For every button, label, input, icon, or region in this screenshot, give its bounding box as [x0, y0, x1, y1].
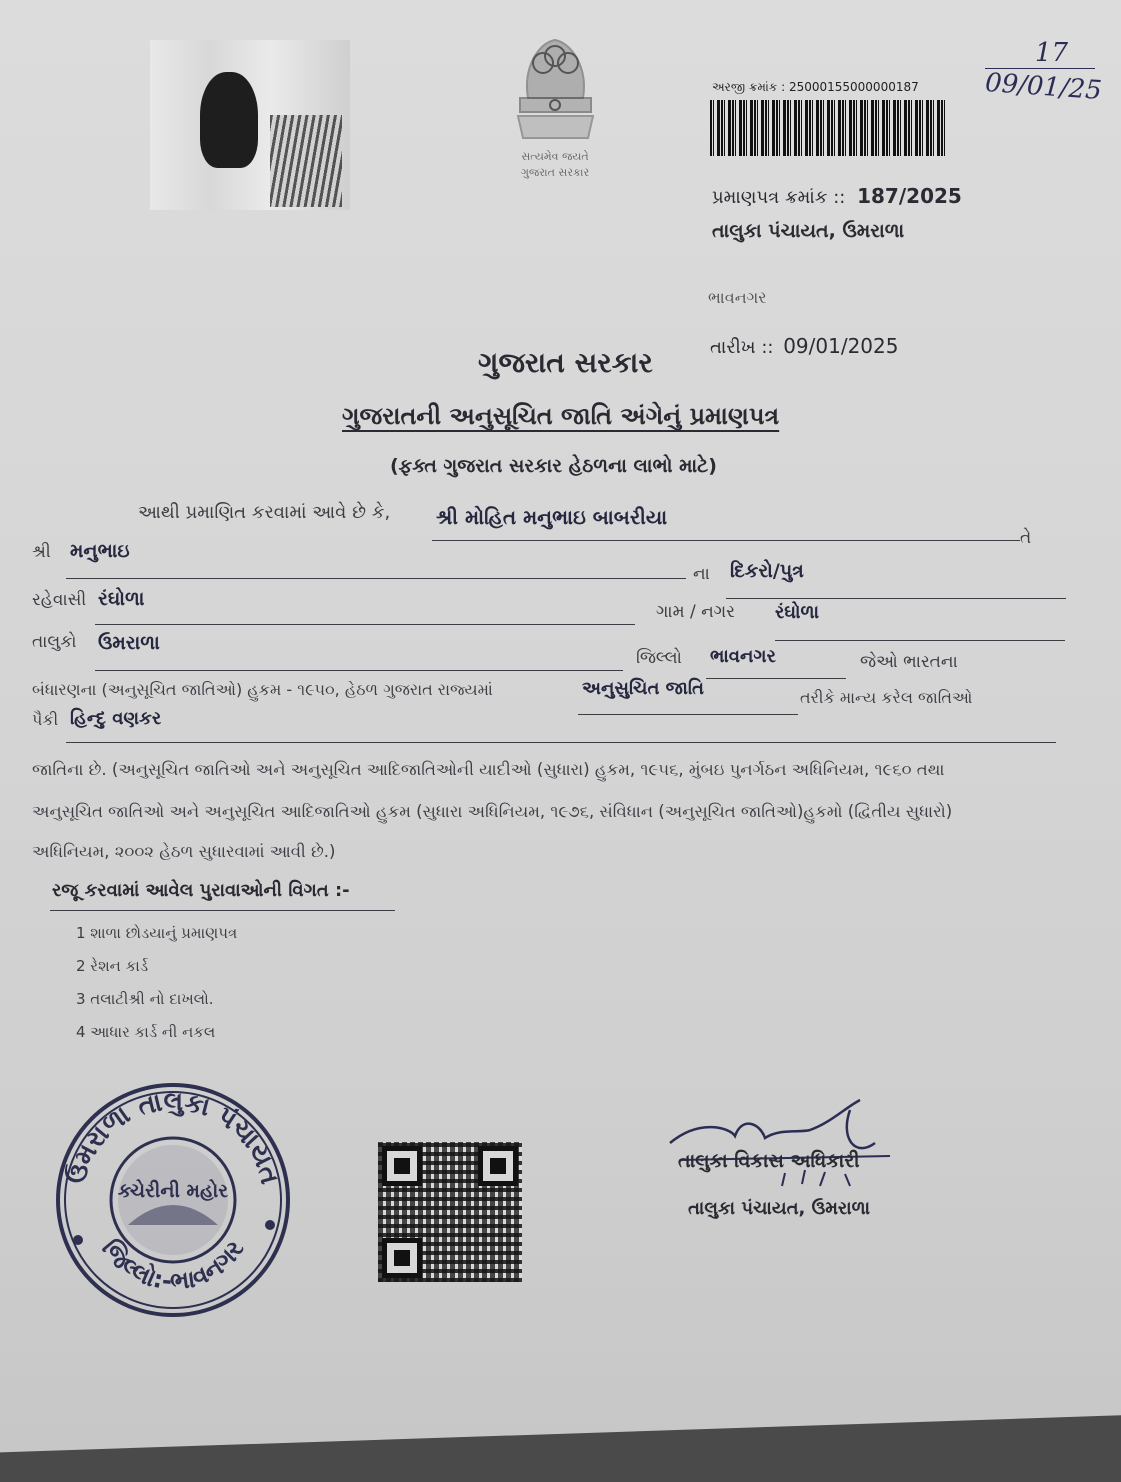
emblem-motto: સત્યમેવ જયતે	[521, 150, 589, 163]
certificate-number-label: પ્રમાણપત્ર ક્રમાંક ::	[712, 187, 846, 208]
recognized-text: તરીકે માન્ય કરેલ જાતિઓ	[800, 688, 973, 707]
evidence-item: 4 આધાર કાર્ડ ની નકલ	[76, 1023, 216, 1041]
resident-line	[95, 624, 635, 625]
evidence-heading-underline	[50, 910, 395, 911]
village-value: રંઘોળા	[775, 602, 820, 623]
na-label: ના	[693, 564, 710, 584]
district-value: ભાવનગર	[710, 646, 776, 667]
official-round-stamp	[48, 1075, 298, 1325]
evidence-item: 2 રેશન કાર્ડ	[76, 957, 149, 975]
category-value: અનુસુચિત જાતિ	[582, 678, 704, 699]
evidence-item: 1 શાળા છોડયાનું પ્રમાણપત્ર	[76, 924, 238, 942]
handwritten-date: 09/01/25	[984, 67, 1103, 107]
signatory-office: તાલુકા પંચાયત, ઉમરાળા	[688, 1198, 871, 1219]
verification-qr-code[interactable]	[378, 1142, 522, 1282]
taluka-label: તાલુકો	[32, 632, 77, 652]
constitution-text: બંધારણના (અનુસૂચિત જાતિઓ) હુકમ - ૧૯૫૦, હેઠળ ગુજરાત રાજ્યમાં	[32, 680, 493, 699]
application-number: 25000155000000187	[788, 80, 919, 94]
district-line	[706, 678, 846, 679]
government-title: ગુજરાત સરકાર	[478, 346, 653, 379]
handwritten-underline	[985, 68, 1095, 69]
issuing-office: તાલુકા પંચાયત, ઉમરાળા	[712, 220, 905, 242]
certificate-number: 187/2025	[857, 184, 962, 208]
emblem-org: ગુજરાત સરકાર	[520, 166, 590, 179]
shri-label: શ્રી	[32, 542, 51, 562]
legal-para-line-1: જાતિના છે. (અનુસૂચિત જાતિઓ અને અનુસૂચિત આદિજાતિઓની યાદીઓ (સુધારા) હુકમ, ૧૯૫૬, મુંબઇ પુનર્ગઠન અધિનિયમ, ૧૯૬૦ તથા	[32, 760, 945, 779]
district-label: જિલ્લો	[636, 648, 682, 668]
caste-line	[66, 742, 1056, 743]
taluka-value: ઉમરાળા	[98, 632, 160, 654]
applicant-name: શ્રી મોહિત મનુભાઇ બાબરીયા	[436, 505, 668, 529]
date-row	[710, 334, 898, 358]
father-name-line	[66, 578, 686, 579]
issue-date: 09/01/2025	[783, 334, 899, 358]
date-label: તારીખ ::	[710, 337, 774, 358]
category-line	[578, 714, 798, 715]
evidence-heading: રજૂ કરવામાં આવેલ પુરાવાઓની વિગત :-	[52, 880, 350, 901]
legal-para-line-2: અનુસૂચિત જાતિઓ અને અનુસૂચિત આદિજાતિઓ હુકમ (સુધારા અધિનિયમ, ૧૯૭૬, સંવિધાન (અનુસૂચિત જાતિઓ)હુકમો (દ્વિતીય સુધારો)	[32, 802, 953, 821]
photo-background-pattern	[270, 115, 342, 207]
among-label: પૈકી	[32, 710, 59, 729]
photo-silhouette	[200, 72, 258, 168]
applicant-name-line	[432, 540, 1020, 541]
village-label: ગામ / નગર	[656, 602, 735, 622]
signatory-title: તાલુકા વિકાસ અધિકારી	[678, 1150, 860, 1172]
india-text: જેઓ ભારતના	[860, 652, 958, 672]
relation: દિકરો/પુત્ર	[730, 560, 804, 582]
handwritten-number: 17	[1035, 38, 1069, 68]
caste-value: હિન્દુ વણકર	[70, 708, 162, 729]
relation-line	[726, 598, 1066, 599]
resident-value: રંઘોળા	[98, 588, 145, 610]
issuing-district: ભાવનગર	[708, 288, 767, 307]
stamp-center-text: ક્ચેરીની મહોર	[117, 1180, 229, 1202]
application-barcode	[710, 100, 945, 156]
certificate-title: ગુજરાતની અનુસૂચિત જાતિ અંગેનું પ્રમાણપત્ર	[342, 402, 780, 430]
te-label: તે	[1020, 528, 1032, 548]
certificate-number-row	[712, 184, 962, 208]
application-label: અરજી ક્રમાંક :	[712, 80, 786, 94]
legal-para-line-3: અધિનિયમ, ૨૦૦૨ હેઠળ સુધારવામાં આવી છે.)	[32, 842, 336, 861]
certify-text: આથી પ્રમાણિત કરવામાં આવે છે કે,	[138, 502, 391, 523]
village-line	[775, 640, 1065, 641]
evidence-item: 3 તલાટીશ્રી નો દાખલો.	[76, 990, 214, 1008]
stamp-bottom-text: જિલ્લો:-ભાવનગર	[96, 1234, 250, 1296]
father-name: મનુભાઇ	[70, 540, 130, 562]
taluka-line	[95, 670, 623, 671]
resident-label: રહેવાસી	[32, 590, 87, 610]
application-number-row	[712, 80, 919, 95]
stamp-top-text: ઉમરાળા તાલુકા પંચાયત	[61, 1086, 285, 1188]
national-emblem-icon	[498, 28, 613, 153]
certificate-subtitle: (ફક્ત ગુજરાત સરકાર હેઠળના લાભો માટે)	[390, 455, 717, 477]
officer-signature	[660, 1098, 900, 1188]
